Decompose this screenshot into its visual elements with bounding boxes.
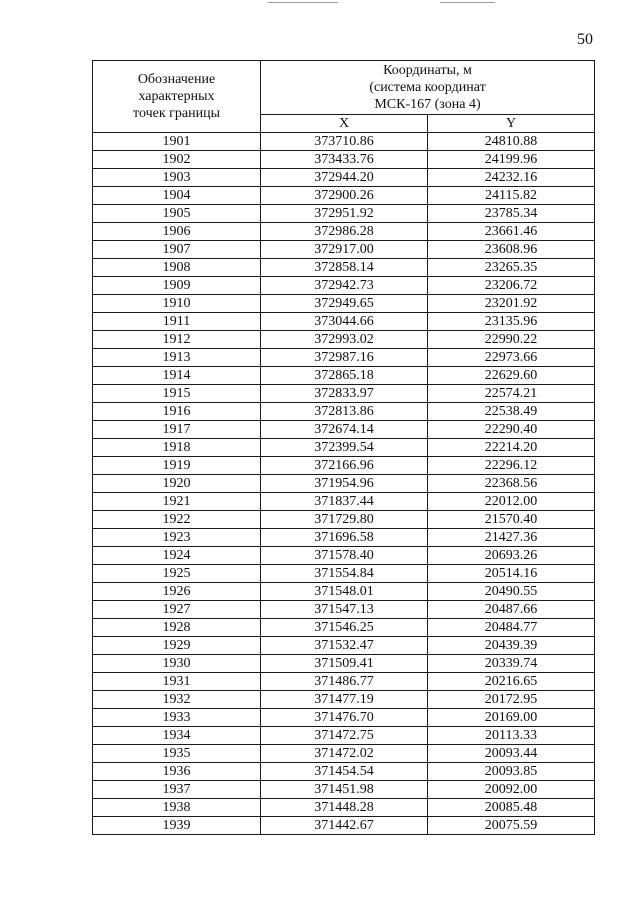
table-row bbox=[93, 511, 595, 529]
page-number: 50 bbox=[577, 31, 593, 48]
table-row bbox=[93, 403, 595, 421]
point-id-cell: 1931 bbox=[93, 673, 261, 691]
point-id-cell: 1934 bbox=[93, 727, 261, 745]
point-id-cell: 1937 bbox=[93, 781, 261, 799]
x-coordinate-cell: 372942.73 bbox=[261, 277, 428, 295]
x-coordinate-cell: 371472.02 bbox=[261, 745, 428, 763]
x-coordinate-cell: 371554.84 bbox=[261, 565, 428, 583]
x-coordinate-cell: 371442.67 bbox=[261, 817, 428, 835]
table-row bbox=[93, 817, 595, 835]
point-id-cell: 1928 bbox=[93, 619, 261, 637]
y-coordinate-cell: 23661.46 bbox=[428, 223, 595, 241]
table-row bbox=[93, 223, 595, 241]
y-coordinate-cell: 21570.40 bbox=[428, 511, 595, 529]
point-header-line-2: характерных bbox=[138, 89, 215, 104]
table-row bbox=[93, 529, 595, 547]
x-coordinate-cell: 371477.19 bbox=[261, 691, 428, 709]
table-row bbox=[93, 385, 595, 403]
table-row bbox=[93, 313, 595, 331]
x-coordinate-cell: 371451.98 bbox=[261, 781, 428, 799]
table-row bbox=[93, 187, 595, 205]
y-coordinate-cell: 22012.00 bbox=[428, 493, 595, 511]
x-coordinate-cell: 373710.86 bbox=[261, 133, 428, 151]
top-rule-left bbox=[268, 2, 338, 3]
table-row bbox=[93, 691, 595, 709]
x-coordinate-cell: 372166.96 bbox=[261, 457, 428, 475]
table-row bbox=[93, 799, 595, 817]
table-body bbox=[93, 133, 595, 835]
point-id-cell: 1925 bbox=[93, 565, 261, 583]
y-coordinate-cell: 23135.96 bbox=[428, 313, 595, 331]
point-id-cell: 1912 bbox=[93, 331, 261, 349]
x-column-header: X bbox=[261, 115, 428, 133]
y-coordinate-cell: 20339.74 bbox=[428, 655, 595, 673]
x-coordinate-cell: 372949.65 bbox=[261, 295, 428, 313]
point-id-cell: 1914 bbox=[93, 367, 261, 385]
y-coordinate-cell: 24810.88 bbox=[428, 133, 595, 151]
coordinates-table bbox=[92, 60, 595, 835]
point-id-cell: 1918 bbox=[93, 439, 261, 457]
x-coordinate-cell: 372858.14 bbox=[261, 259, 428, 277]
point-id-cell: 1909 bbox=[93, 277, 261, 295]
x-coordinate-cell: 371954.96 bbox=[261, 475, 428, 493]
y-coordinate-cell: 20113.33 bbox=[428, 727, 595, 745]
point-id-cell: 1910 bbox=[93, 295, 261, 313]
point-id-cell: 1915 bbox=[93, 385, 261, 403]
table-row bbox=[93, 277, 595, 295]
coords-header-line-3: МСК-167 (зона 4) bbox=[374, 97, 481, 112]
point-id-cell: 1901 bbox=[93, 133, 261, 151]
table-row bbox=[93, 439, 595, 457]
table-row bbox=[93, 583, 595, 601]
point-id-cell: 1917 bbox=[93, 421, 261, 439]
y-coordinate-cell: 24232.16 bbox=[428, 169, 595, 187]
x-coordinate-cell: 372917.00 bbox=[261, 241, 428, 259]
y-coordinate-cell: 20172.95 bbox=[428, 691, 595, 709]
table-header bbox=[93, 61, 595, 133]
point-id-cell: 1926 bbox=[93, 583, 261, 601]
x-coordinate-cell: 372833.97 bbox=[261, 385, 428, 403]
y-coordinate-cell: 24115.82 bbox=[428, 187, 595, 205]
table-row bbox=[93, 169, 595, 187]
y-coordinate-cell: 22296.12 bbox=[428, 457, 595, 475]
table-row bbox=[93, 637, 595, 655]
coords-header-line-2: (система координат bbox=[369, 80, 486, 95]
x-coordinate-cell: 371546.25 bbox=[261, 619, 428, 637]
table-row bbox=[93, 367, 595, 385]
point-id-cell: 1932 bbox=[93, 691, 261, 709]
point-id-cell: 1916 bbox=[93, 403, 261, 421]
point-id-cell: 1939 bbox=[93, 817, 261, 835]
y-coordinate-cell: 22538.49 bbox=[428, 403, 595, 421]
x-coordinate-cell: 373433.76 bbox=[261, 151, 428, 169]
y-coordinate-cell: 22290.40 bbox=[428, 421, 595, 439]
y-coordinate-cell: 20490.55 bbox=[428, 583, 595, 601]
y-coordinate-cell: 20514.16 bbox=[428, 565, 595, 583]
table-row bbox=[93, 745, 595, 763]
y-coordinate-cell: 22629.60 bbox=[428, 367, 595, 385]
table-row bbox=[93, 205, 595, 223]
table-row bbox=[93, 565, 595, 583]
point-id-cell: 1929 bbox=[93, 637, 261, 655]
table-row bbox=[93, 295, 595, 313]
point-id-cell: 1921 bbox=[93, 493, 261, 511]
y-coordinate-cell: 21427.36 bbox=[428, 529, 595, 547]
x-coordinate-cell: 372944.20 bbox=[261, 169, 428, 187]
point-id-cell: 1933 bbox=[93, 709, 261, 727]
x-coordinate-cell: 372986.28 bbox=[261, 223, 428, 241]
x-coordinate-cell: 371578.40 bbox=[261, 547, 428, 565]
point-id-cell: 1930 bbox=[93, 655, 261, 673]
x-coordinate-cell: 371532.47 bbox=[261, 637, 428, 655]
table-row bbox=[93, 241, 595, 259]
point-id-cell: 1913 bbox=[93, 349, 261, 367]
y-coordinate-cell: 22973.66 bbox=[428, 349, 595, 367]
point-id-cell: 1911 bbox=[93, 313, 261, 331]
x-coordinate-cell: 371547.13 bbox=[261, 601, 428, 619]
table-row bbox=[93, 475, 595, 493]
y-coordinate-cell: 22574.21 bbox=[428, 385, 595, 403]
point-id-cell: 1924 bbox=[93, 547, 261, 565]
x-coordinate-cell: 372900.26 bbox=[261, 187, 428, 205]
y-coordinate-cell: 20075.59 bbox=[428, 817, 595, 835]
point-id-cell: 1919 bbox=[93, 457, 261, 475]
x-coordinate-cell: 371729.80 bbox=[261, 511, 428, 529]
y-coordinate-cell: 20092.00 bbox=[428, 781, 595, 799]
point-header-line-1: Обозначение bbox=[137, 72, 216, 87]
table-row bbox=[93, 619, 595, 637]
table-row bbox=[93, 709, 595, 727]
table-row bbox=[93, 421, 595, 439]
table-row bbox=[93, 349, 595, 367]
table-row bbox=[93, 673, 595, 691]
table-row bbox=[93, 133, 595, 151]
x-coordinate-cell: 372399.54 bbox=[261, 439, 428, 457]
point-id-cell: 1907 bbox=[93, 241, 261, 259]
point-designation-header bbox=[93, 61, 261, 133]
table-row bbox=[93, 781, 595, 799]
point-id-cell: 1927 bbox=[93, 601, 261, 619]
y-coordinate-cell: 20487.66 bbox=[428, 601, 595, 619]
y-coordinate-cell: 24199.96 bbox=[428, 151, 595, 169]
table-row bbox=[93, 457, 595, 475]
coordinates-group-header bbox=[261, 61, 595, 115]
x-coordinate-cell: 371486.77 bbox=[261, 673, 428, 691]
top-rule-right bbox=[440, 2, 495, 3]
y-coordinate-cell: 20169.00 bbox=[428, 709, 595, 727]
table-row bbox=[93, 601, 595, 619]
y-coordinate-cell: 23265.35 bbox=[428, 259, 595, 277]
y-coordinate-cell: 23206.72 bbox=[428, 277, 595, 295]
x-coordinate-cell: 372987.16 bbox=[261, 349, 428, 367]
point-id-cell: 1902 bbox=[93, 151, 261, 169]
y-coordinate-cell: 23201.92 bbox=[428, 295, 595, 313]
point-id-cell: 1908 bbox=[93, 259, 261, 277]
y-coordinate-cell: 23608.96 bbox=[428, 241, 595, 259]
y-column-header: Y bbox=[428, 115, 595, 133]
coords-header-line-1: Координаты, м bbox=[383, 63, 472, 78]
table-row bbox=[93, 727, 595, 745]
point-id-cell: 1903 bbox=[93, 169, 261, 187]
table-row bbox=[93, 331, 595, 349]
y-coordinate-cell: 23785.34 bbox=[428, 205, 595, 223]
x-coordinate-cell: 371472.75 bbox=[261, 727, 428, 745]
y-coordinate-cell: 20093.44 bbox=[428, 745, 595, 763]
x-coordinate-cell: 371509.41 bbox=[261, 655, 428, 673]
point-id-cell: 1923 bbox=[93, 529, 261, 547]
y-coordinate-cell: 22214.20 bbox=[428, 439, 595, 457]
point-id-cell: 1922 bbox=[93, 511, 261, 529]
y-coordinate-cell: 20085.48 bbox=[428, 799, 595, 817]
table-row bbox=[93, 547, 595, 565]
table-row bbox=[93, 763, 595, 781]
y-coordinate-cell: 20484.77 bbox=[428, 619, 595, 637]
y-coordinate-cell: 20093.85 bbox=[428, 763, 595, 781]
x-coordinate-cell: 372951.92 bbox=[261, 205, 428, 223]
point-id-cell: 1905 bbox=[93, 205, 261, 223]
x-coordinate-cell: 372993.02 bbox=[261, 331, 428, 349]
y-coordinate-cell: 20693.26 bbox=[428, 547, 595, 565]
point-id-cell: 1920 bbox=[93, 475, 261, 493]
header-row-top bbox=[93, 61, 595, 115]
table-row bbox=[93, 655, 595, 673]
x-coordinate-cell: 372813.86 bbox=[261, 403, 428, 421]
x-coordinate-cell: 371476.70 bbox=[261, 709, 428, 727]
y-coordinate-cell: 20439.39 bbox=[428, 637, 595, 655]
point-id-cell: 1904 bbox=[93, 187, 261, 205]
y-coordinate-cell: 22990.22 bbox=[428, 331, 595, 349]
point-id-cell: 1906 bbox=[93, 223, 261, 241]
x-coordinate-cell: 372865.18 bbox=[261, 367, 428, 385]
point-id-cell: 1935 bbox=[93, 745, 261, 763]
point-id-cell: 1936 bbox=[93, 763, 261, 781]
x-coordinate-cell: 371837.44 bbox=[261, 493, 428, 511]
table-row bbox=[93, 493, 595, 511]
x-coordinate-cell: 371454.54 bbox=[261, 763, 428, 781]
table-row bbox=[93, 259, 595, 277]
x-coordinate-cell: 373044.66 bbox=[261, 313, 428, 331]
x-coordinate-cell: 372674.14 bbox=[261, 421, 428, 439]
x-coordinate-cell: 371448.28 bbox=[261, 799, 428, 817]
point-header-line-3: точек границы bbox=[133, 106, 220, 121]
y-coordinate-cell: 22368.56 bbox=[428, 475, 595, 493]
x-coordinate-cell: 371548.01 bbox=[261, 583, 428, 601]
point-id-cell: 1938 bbox=[93, 799, 261, 817]
table-row bbox=[93, 151, 595, 169]
y-coordinate-cell: 20216.65 bbox=[428, 673, 595, 691]
x-coordinate-cell: 371696.58 bbox=[261, 529, 428, 547]
